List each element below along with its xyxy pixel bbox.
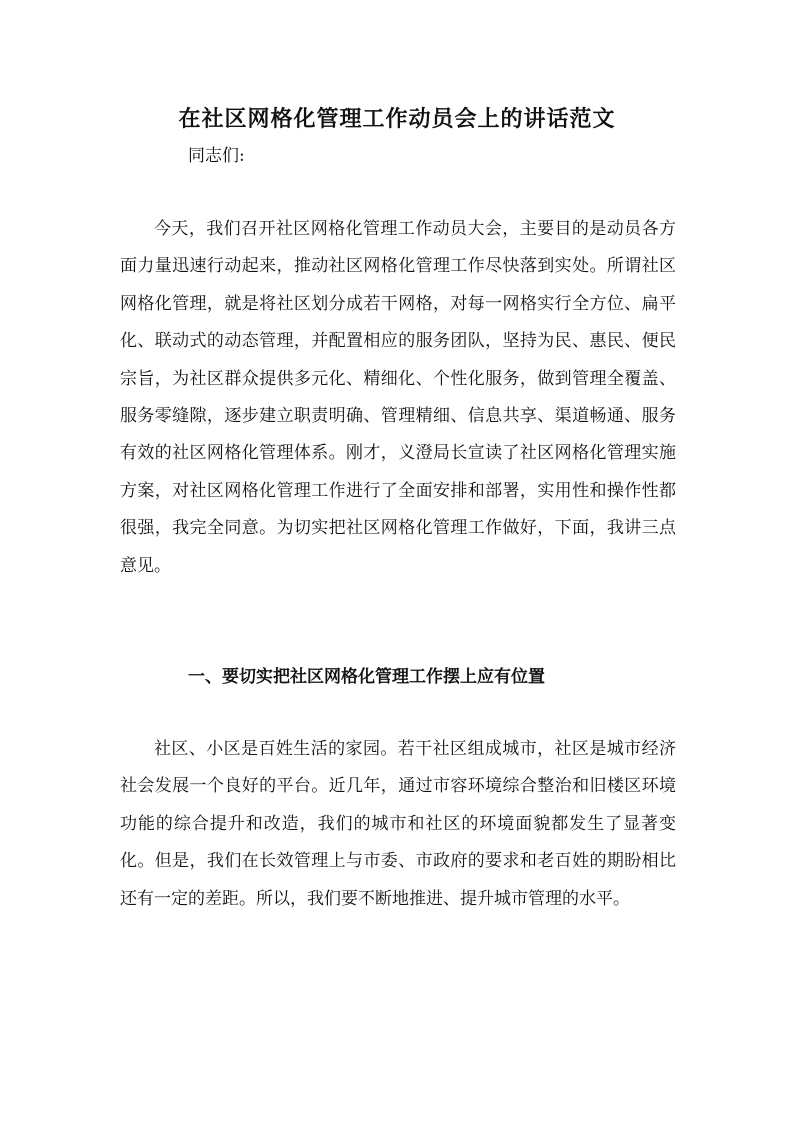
- document-title: 在社区网格化管理工作动员会上的讲话范文: [178, 106, 616, 132]
- section-heading-1: 一、要切实把社区网格化管理工作摆上应有位置: [188, 667, 545, 687]
- salutation: 同志们:: [188, 146, 245, 166]
- paragraph-intro: 今天，我们召开社区网格化管理工作动员大会，主要目的是动员各方面力量迅速行动起来，推动社区网格化管理工作尽快落到实处。所谓社区网格化管理，就是将社区划分成若干网格，对每一网格实行全方位、扁平化、联动式的动态管理，并配置相应的服务团队，坚持为民、惠民、便民宗旨，为社区群众提供多元化、精细化、个性化服务，做到管理全覆盖、服务零缝隙，逐步建立职责明确、管理精细、信息共享、渠道畅通、服务有效的社区网格化管理体系。刚才，义澄局长宣读了社区网格化管理实施方案，对社区网格化管理工作进行了全面安排和部署，实用性和操作性都很强，我完全同意。为切实把社区网格化管理工作做好，下面，我讲三点意见。: [120, 219, 676, 576]
- paragraph-section-1: 社区、小区是百姓生活的家园。若干社区组成城市，社区是城市经济社会发展一个良好的平台。近几年，通过市容环境综合整治和旧楼区环境功能的综合提升和改造，我们的城市和社区的环境面貌都发生了显著变化。但是，我们在长效管理上与市委、市政府的要求和老百姓的期盼相比还有一定的差距。所以，我们要不断地推进、提升城市管理的水平。: [120, 739, 676, 909]
